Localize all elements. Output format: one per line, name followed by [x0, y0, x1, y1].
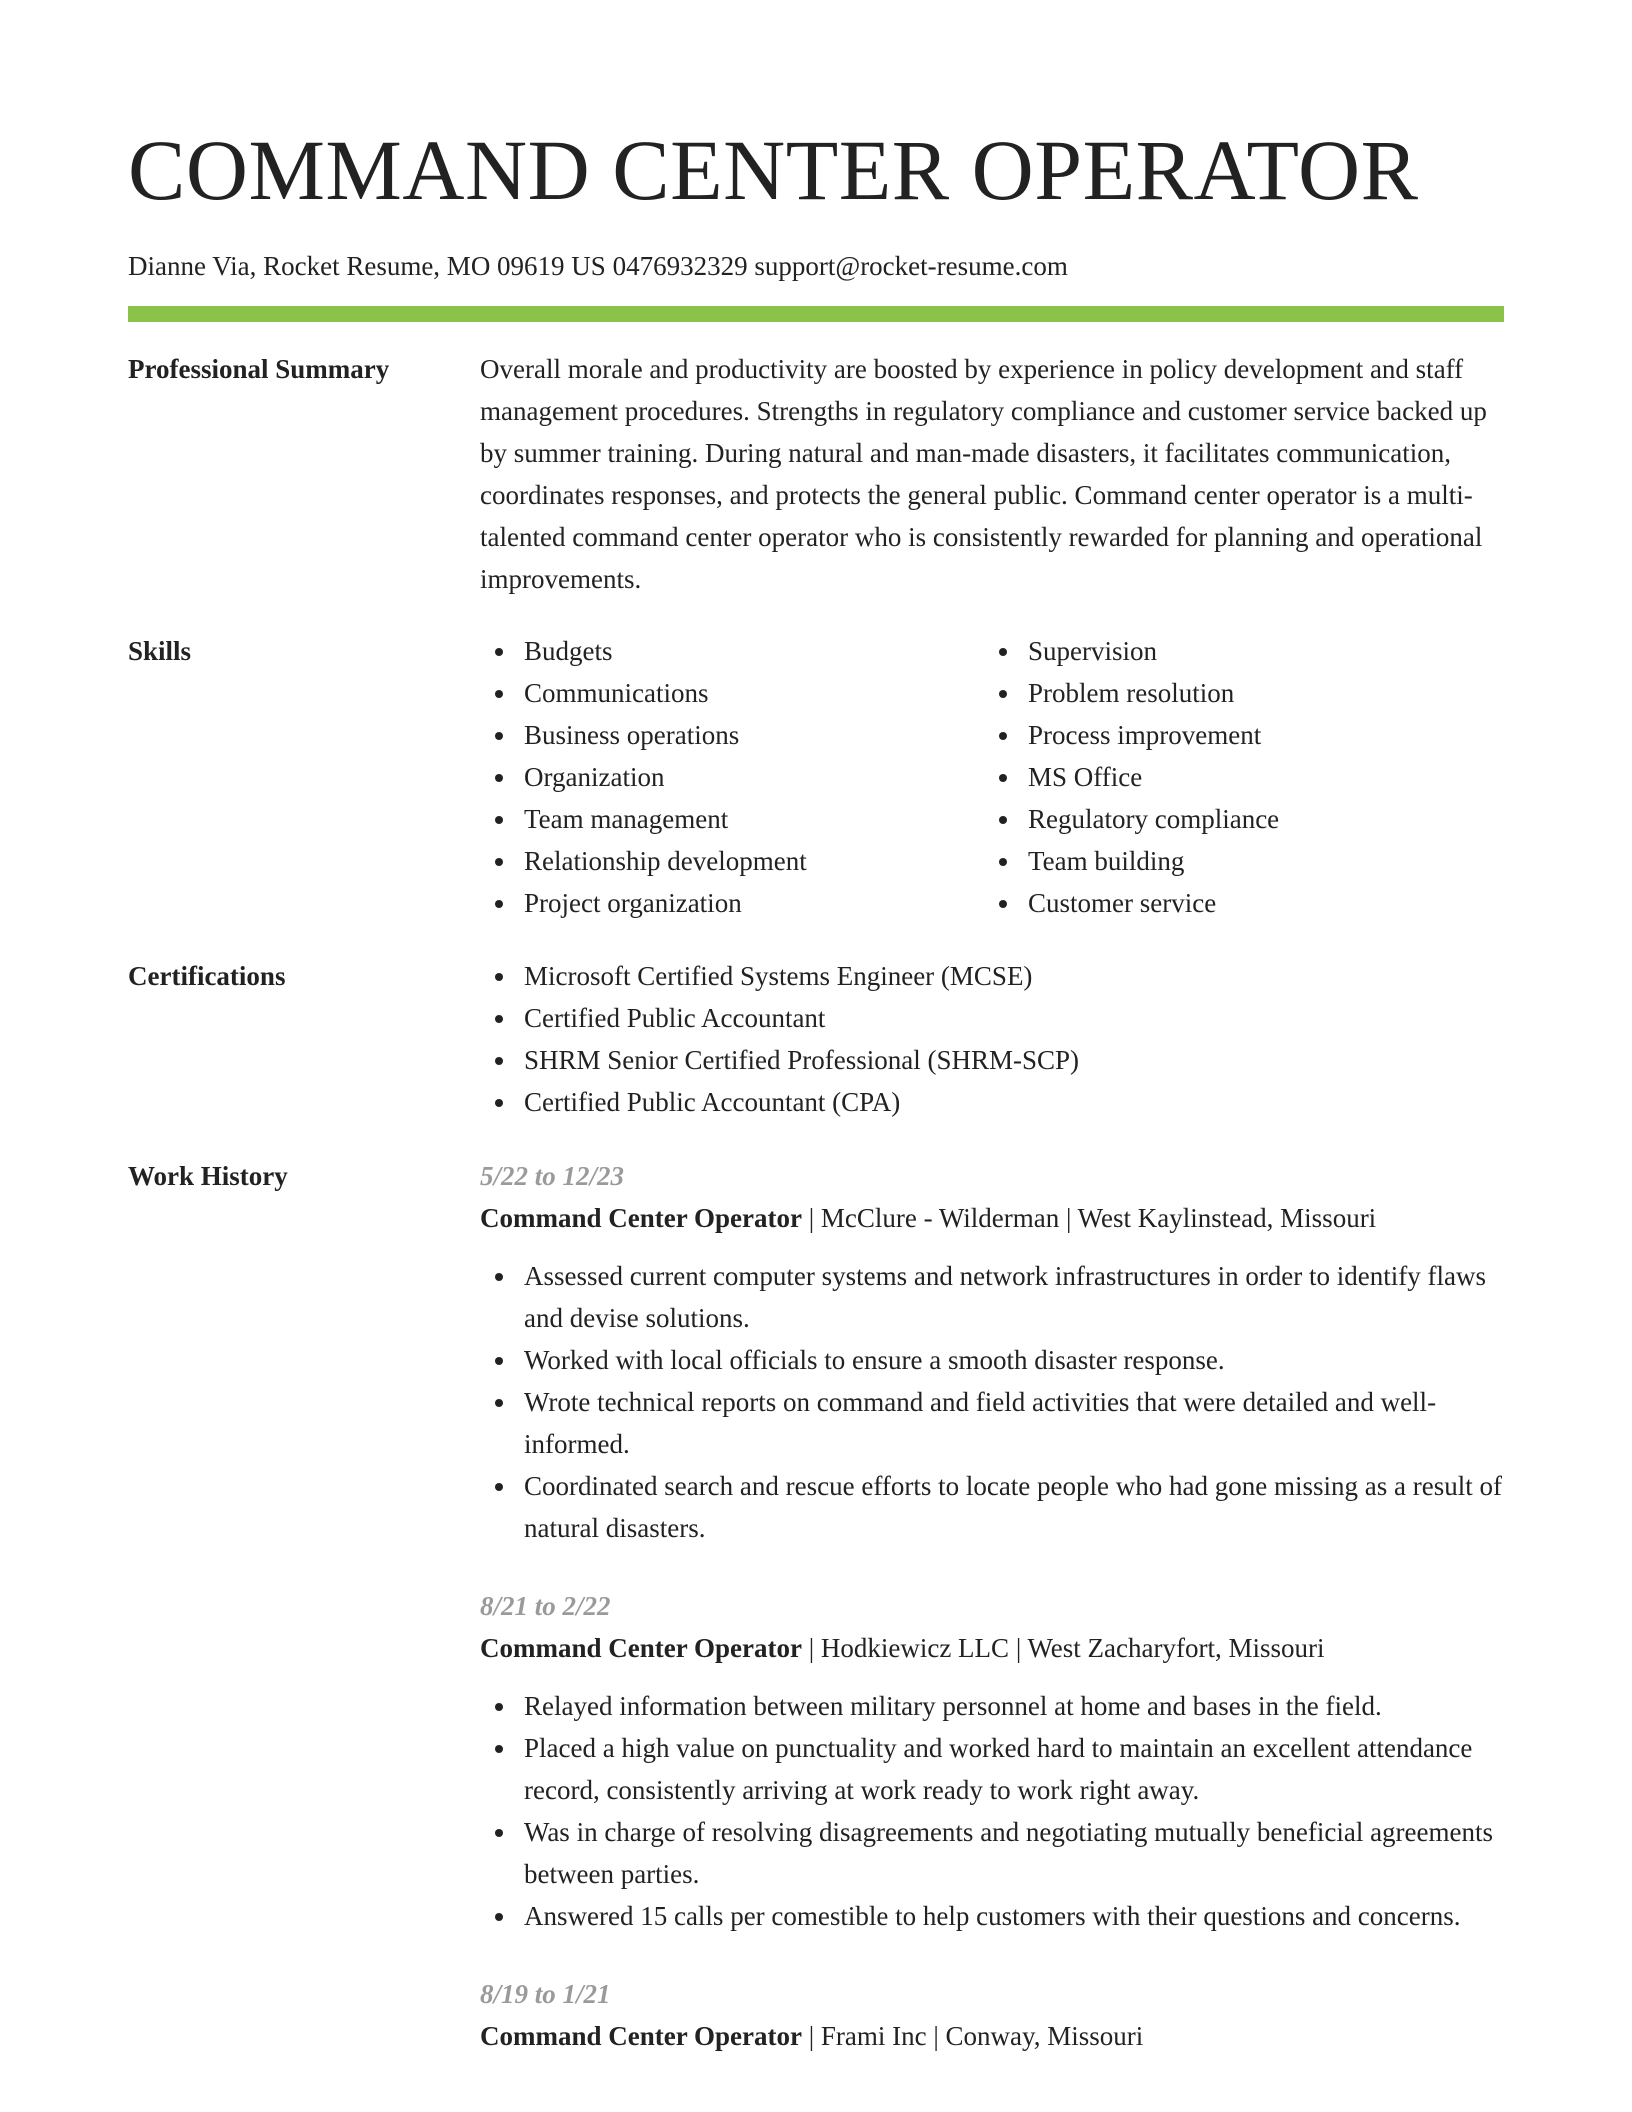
skills-list-right — [984, 630, 1488, 924]
certification-item: Certified Public Accountant (CPA) — [480, 1081, 1504, 1123]
skills-list-left — [480, 630, 984, 924]
job-title: Command Center Operator — [480, 1203, 802, 1233]
skill-item: MS Office — [984, 756, 1488, 798]
job-dates: 5/22 to 12/23 — [480, 1161, 625, 1191]
job-bullets — [480, 1255, 1504, 1549]
job-bullets — [480, 1685, 1504, 1937]
skill-item: Process improvement — [984, 714, 1488, 756]
job-dates: 8/19 to 1/21 — [480, 1979, 611, 2009]
skill-item: Communications — [480, 672, 984, 714]
job-company: McClure - Wilderman — [820, 1203, 1060, 1233]
skill-item: Customer service — [984, 882, 1488, 924]
contact-line — [128, 248, 1504, 284]
job-bullet: Relayed information between military personnel at home and bases in the field. — [480, 1685, 1504, 1727]
job-entry — [480, 1973, 1504, 2057]
accent-divider — [128, 306, 1504, 322]
resume-page — [128, 0, 1504, 322]
job-title-line: Command Center Operator | Frami Inc | Conway, Missouri — [480, 2021, 1144, 2051]
job-bullet: Placed a high value on punctuality and worked hard to maintain an excellent attendance record, consistently arriving at work ready to work right away. — [480, 1727, 1504, 1811]
certifications-label: Certifications — [128, 961, 286, 991]
skills-label: Skills — [128, 636, 192, 666]
job-dates: 8/21 to 2/22 — [480, 1591, 611, 1621]
job-bullet: Wrote technical reports on command and field activities that were detailed and well-informed. — [480, 1381, 1504, 1465]
job-location: West Zacharyfort, Missouri — [1027, 1633, 1325, 1663]
work-history-label: Work History — [128, 1161, 288, 1191]
job-title: Command Center Operator — [480, 1633, 802, 1663]
skill-item: Team building — [984, 840, 1488, 882]
job-bullet: Assessed current computer systems and network infrastructures in order to identify flaws and devise solutions. — [480, 1255, 1504, 1339]
skill-item: Budgets — [480, 630, 984, 672]
work-history-section — [128, 1155, 1504, 2093]
contact-phone: 0476932329 — [612, 251, 748, 281]
skill-item: Problem resolution — [984, 672, 1488, 714]
skill-item: Relationship development — [480, 840, 984, 882]
job-location: West Kaylinstead, Missouri — [1077, 1203, 1377, 1233]
certifications-section — [128, 955, 1504, 1123]
job-title: Command Center Operator — [480, 2021, 802, 2051]
job-company: Frami Inc — [820, 2021, 927, 2051]
skill-item: Supervision — [984, 630, 1488, 672]
job-bullet: Answered 15 calls per comestible to help customers with their questions and concerns. — [480, 1895, 1504, 1937]
contact-name-address: Dianne Via, Rocket Resume, MO 09619 US — [128, 251, 606, 281]
skill-item: Team management — [480, 798, 984, 840]
job-company: Hodkiewicz LLC — [820, 1633, 1010, 1663]
summary-text: Overall morale and productivity are boosted by experience in policy development and staff management procedures. Strengths in regulatory compliance and customer service backed up by summer training. During natural and man-made disasters, it facilitates communication, coordinates responses, and protects the general public. Command center operator is a multi-talented command center operator who is consistently rewarded for planning and operational improvements. — [480, 354, 1487, 594]
certification-item: Microsoft Certified Systems Engineer (MCSE) — [480, 955, 1504, 997]
certification-item: SHRM Senior Certified Professional (SHRM-SCP) — [480, 1039, 1504, 1081]
job-bullet: Was in charge of resolving disagreements and negotiating mutually beneficial agreements between parties. — [480, 1811, 1504, 1895]
skill-item: Business operations — [480, 714, 984, 756]
skills-section — [128, 630, 1504, 924]
job-entry — [480, 1585, 1504, 1937]
certifications-list — [480, 955, 1504, 1123]
job-bullet: Worked with local officials to ensure a smooth disaster response. — [480, 1339, 1504, 1381]
job-entry — [480, 1155, 1504, 1549]
skill-item: Organization — [480, 756, 984, 798]
skill-item: Regulatory compliance — [984, 798, 1488, 840]
work-history-jobs — [480, 1155, 1504, 2093]
job-bullet: Coordinated search and rescue efforts to locate people who had gone missing as a result of natural disasters. — [480, 1465, 1504, 1549]
summary-label: Professional Summary — [128, 354, 390, 384]
job-location: Conway, Missouri — [945, 2021, 1144, 2051]
skill-item: Project organization — [480, 882, 984, 924]
summary-section — [128, 348, 1504, 600]
resume-title: COMMAND CENTER OPERATOR — [128, 122, 1419, 218]
certification-item: Certified Public Accountant — [480, 997, 1504, 1039]
job-title-line: Command Center Operator | Hodkiewicz LLC | West Zacharyfort, Missouri — [480, 1633, 1325, 1663]
contact-email: support@rocket-resume.com — [754, 251, 1068, 281]
job-title-line: Command Center Operator | McClure - Wilderman | West Kaylinstead, Missouri — [480, 1203, 1377, 1233]
